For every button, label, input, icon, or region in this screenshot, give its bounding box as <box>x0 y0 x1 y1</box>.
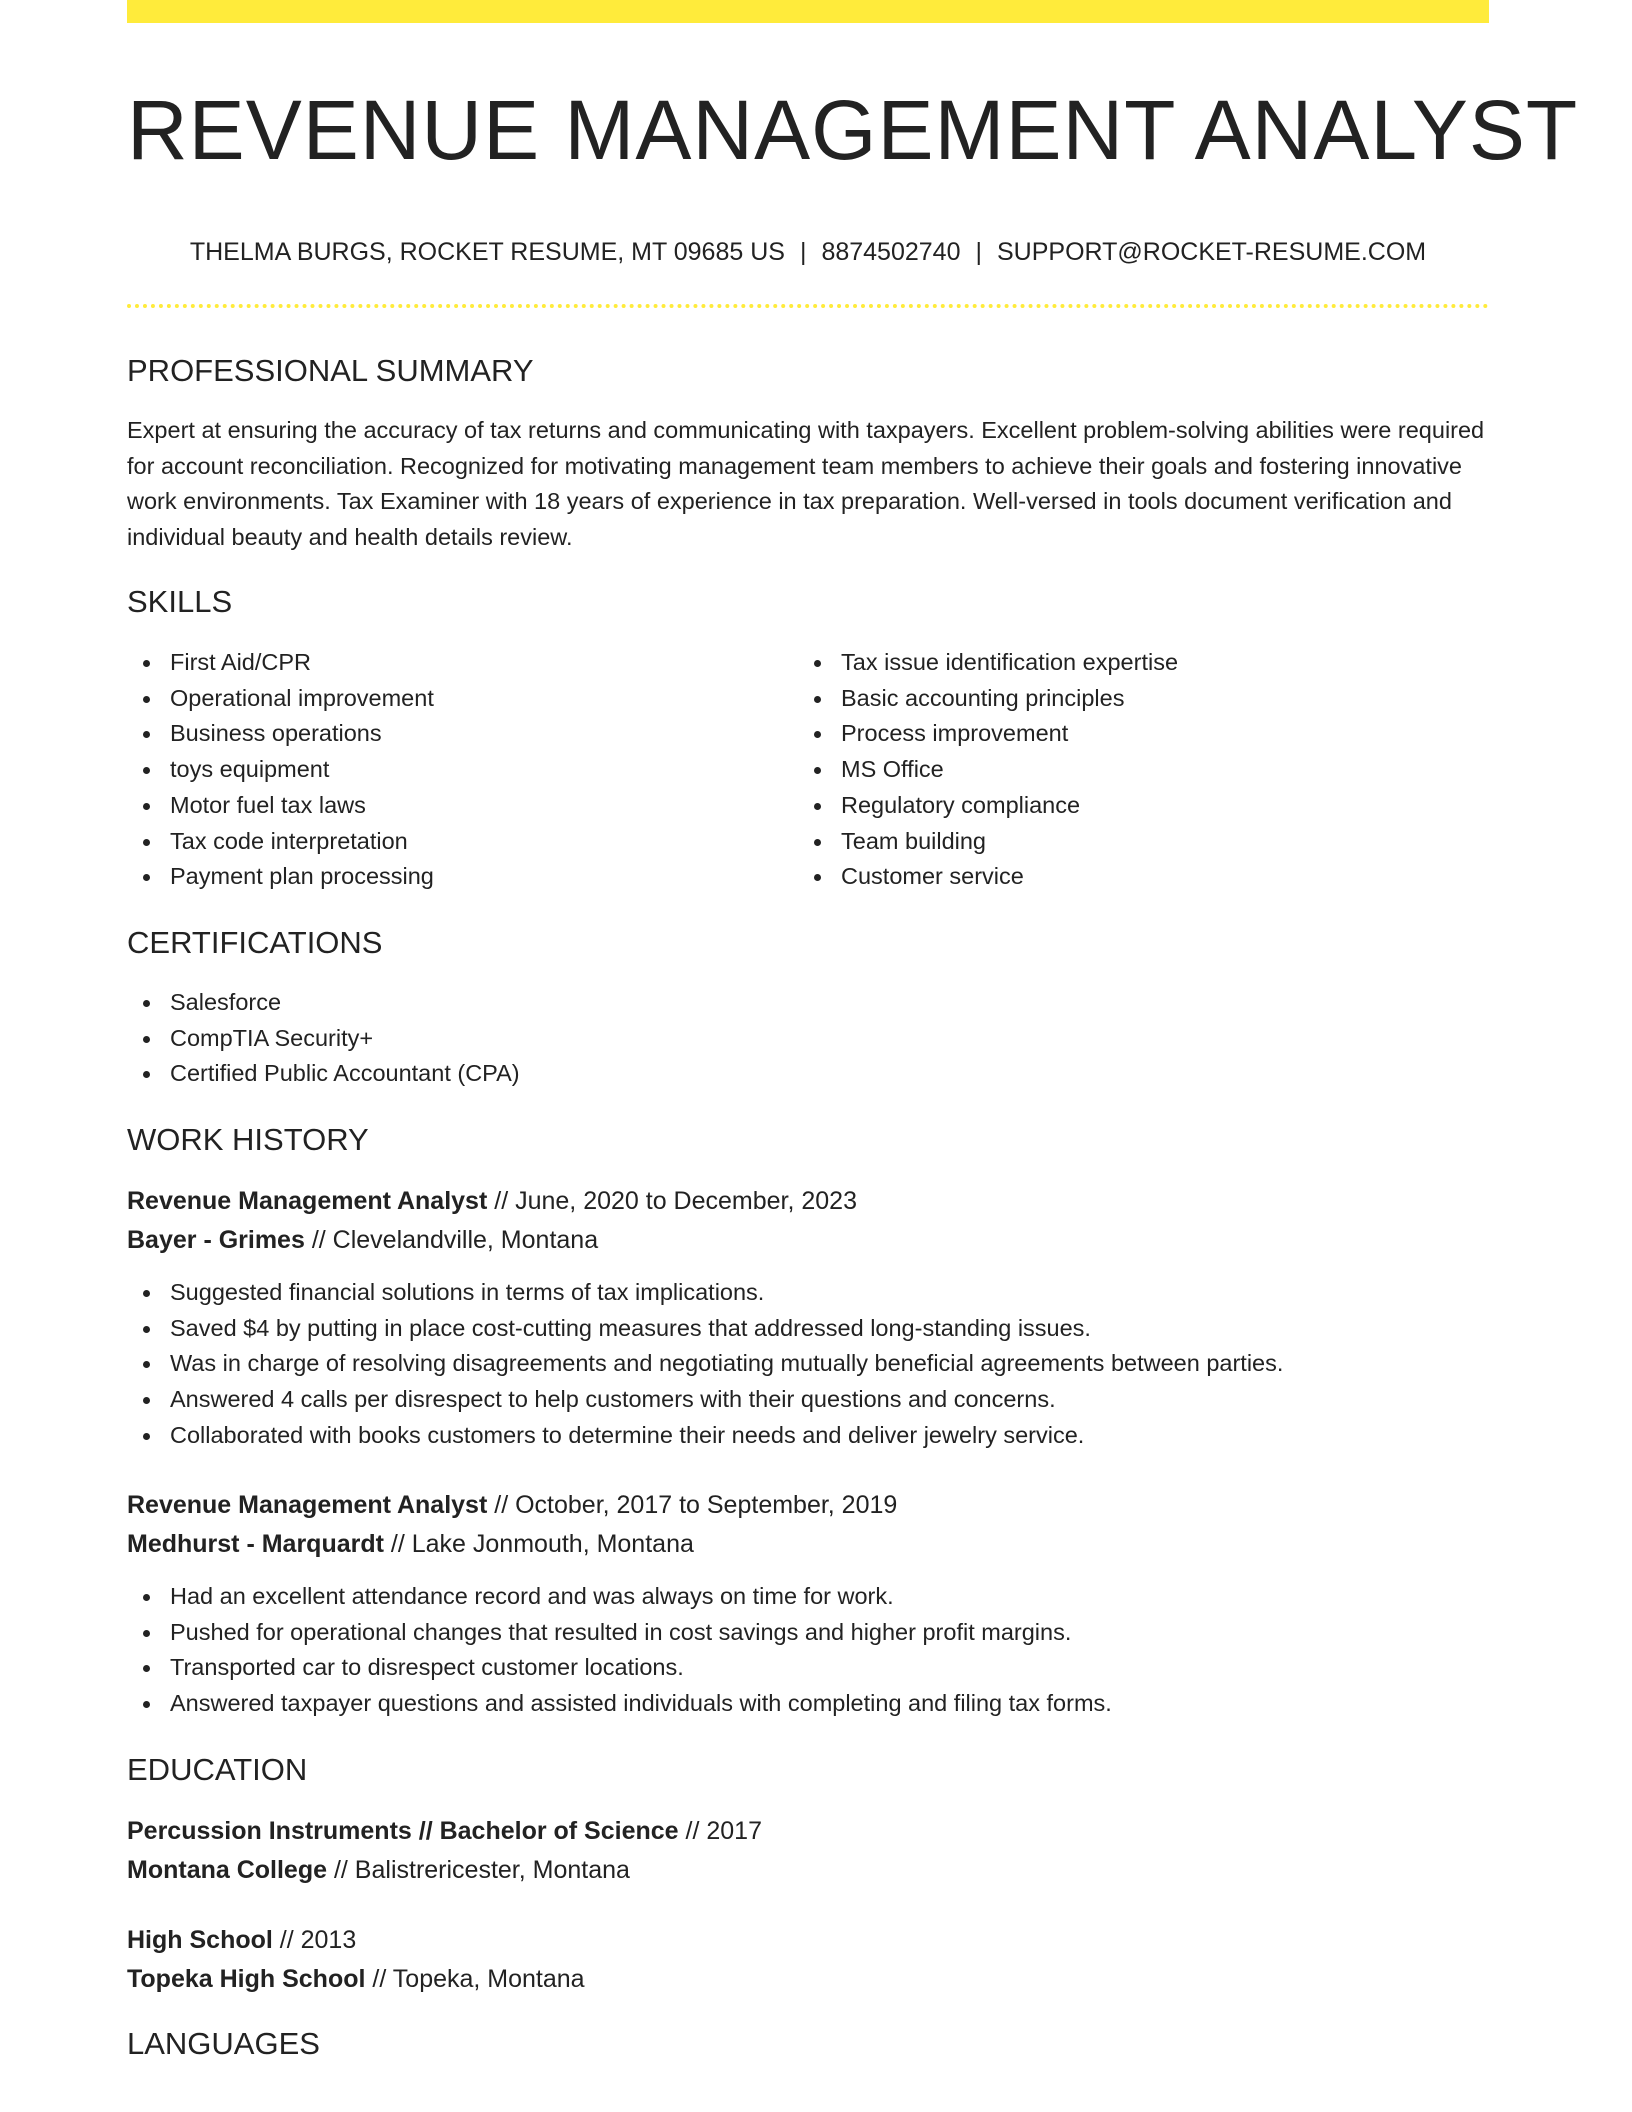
skill-item: Regulatory compliance <box>798 788 1178 824</box>
dotted-divider <box>127 304 1489 308</box>
certification-item: Salesforce <box>127 985 520 1021</box>
skill-item: Motor fuel tax laws <box>127 788 434 824</box>
education-school: Montana College <box>127 1856 328 1884</box>
contact-separator: | <box>975 238 982 266</box>
skills-list-left <box>127 645 434 895</box>
job-title-line <box>127 1487 897 1523</box>
accent-top-bar <box>127 0 1489 23</box>
job-company-line <box>127 1526 694 1562</box>
job-bullet: Saved $4 by putting in place cost-cutting measures that addressed long-standing issues. <box>127 1311 1283 1347</box>
education-degree: High School <box>127 1926 273 1954</box>
education-degree-line <box>127 1813 762 1849</box>
certifications-list <box>127 985 520 1092</box>
contact-separator: | <box>799 238 807 266</box>
job-bullet: Answered taxpayer questions and assisted individuals with completing and filing tax forms. <box>127 1686 1112 1722</box>
skill-item: MS Office <box>798 752 1178 788</box>
work-history-heading: WORK HISTORY <box>127 1122 369 1157</box>
contact-email: SUPPORT@ROCKET-RESUME.COM <box>996 238 1427 266</box>
job-location: // Clevelandville, Montana <box>311 1226 599 1254</box>
job-bullet: Was in charge of resolving disagreements and negotiating mutually beneficial agreements between parties. <box>127 1346 1283 1382</box>
job-company: Bayer - Grimes <box>127 1226 305 1254</box>
skill-item: Team building <box>798 824 1178 860</box>
job-company-line <box>127 1222 598 1258</box>
certifications-heading: CERTIFICATIONS <box>127 925 383 960</box>
resume-title: REVENUE MANAGEMENT ANALYST <box>127 83 1579 177</box>
contact-phone: 8874502740 <box>821 238 961 266</box>
job-bullet: Transported car to disrespect customer locations. <box>127 1650 1112 1686</box>
skill-item: Business operations <box>127 716 434 752</box>
job-title: Revenue Management Analyst <box>127 1491 488 1519</box>
job-bullet: Answered 4 calls per disrespect to help customers with their questions and concerns. <box>127 1382 1283 1418</box>
certification-item: Certified Public Accountant (CPA) <box>127 1056 520 1092</box>
skill-item: Basic accounting principles <box>798 681 1178 717</box>
skills-list-right <box>798 645 1178 895</box>
education-school: Topeka High School <box>127 1965 366 1993</box>
education-location: // Topeka, Montana <box>372 1965 585 1993</box>
job-dates: // June, 2020 to December, 2023 <box>494 1187 857 1215</box>
education-degree-line <box>127 1922 356 1958</box>
contact-address: THELMA BURGS, ROCKET RESUME, MT 09685 US <box>189 238 785 266</box>
contact-line <box>127 236 1489 268</box>
skill-item: Process improvement <box>798 716 1178 752</box>
education-location: // Balistrericester, Montana <box>333 1856 630 1884</box>
education-school-line <box>127 1961 585 1997</box>
job-bullet: Pushed for operational changes that resulted in cost savings and higher profit margins. <box>127 1615 1112 1651</box>
job-bullets <box>127 1579 1112 1722</box>
job-title-line <box>127 1183 857 1219</box>
skill-item: Customer service <box>798 859 1178 895</box>
education-school-line <box>127 1852 630 1888</box>
skill-item: First Aid/CPR <box>127 645 434 681</box>
job-bullet: Had an excellent attendance record and was always on time for work. <box>127 1579 1112 1615</box>
skill-item: toys equipment <box>127 752 434 788</box>
job-bullet: Suggested financial solutions in terms of tax implications. <box>127 1275 1283 1311</box>
education-year: // 2013 <box>279 1926 357 1954</box>
job-title: Revenue Management Analyst <box>127 1187 488 1215</box>
job-dates: // October, 2017 to September, 2019 <box>494 1491 898 1519</box>
skills-heading: SKILLS <box>127 584 233 619</box>
education-heading: EDUCATION <box>127 1752 308 1787</box>
job-bullets <box>127 1275 1283 1454</box>
languages-heading: LANGUAGES <box>127 2026 320 2061</box>
education-degree: Percussion Instruments // Bachelor of Science <box>127 1817 679 1845</box>
education-year: // 2017 <box>685 1817 762 1845</box>
skill-item: Payment plan processing <box>127 859 434 895</box>
job-company: Medhurst - Marquardt <box>127 1530 384 1558</box>
certification-item: CompTIA Security+ <box>127 1021 520 1057</box>
job-location: // Lake Jonmouth, Montana <box>390 1530 694 1558</box>
summary-text: Expert at ensuring the accuracy of tax returns and communicating with taxpayers. Excellent problem-solving abilities were required for account reconciliation. Recognized for motivating management team members to achieve their goals and fostering innovative work environments. Tax Examiner with 18 years of experience in tax preparation. Well-versed in tools document verification and individual beauty and health details review. <box>127 417 1485 551</box>
skill-item: Tax issue identification expertise <box>798 645 1178 681</box>
skill-item: Tax code interpretation <box>127 824 434 860</box>
job-bullet: Collaborated with books customers to determine their needs and deliver jewelry service. <box>127 1418 1283 1454</box>
skill-item: Operational improvement <box>127 681 434 717</box>
summary-heading: PROFESSIONAL SUMMARY <box>127 353 534 388</box>
